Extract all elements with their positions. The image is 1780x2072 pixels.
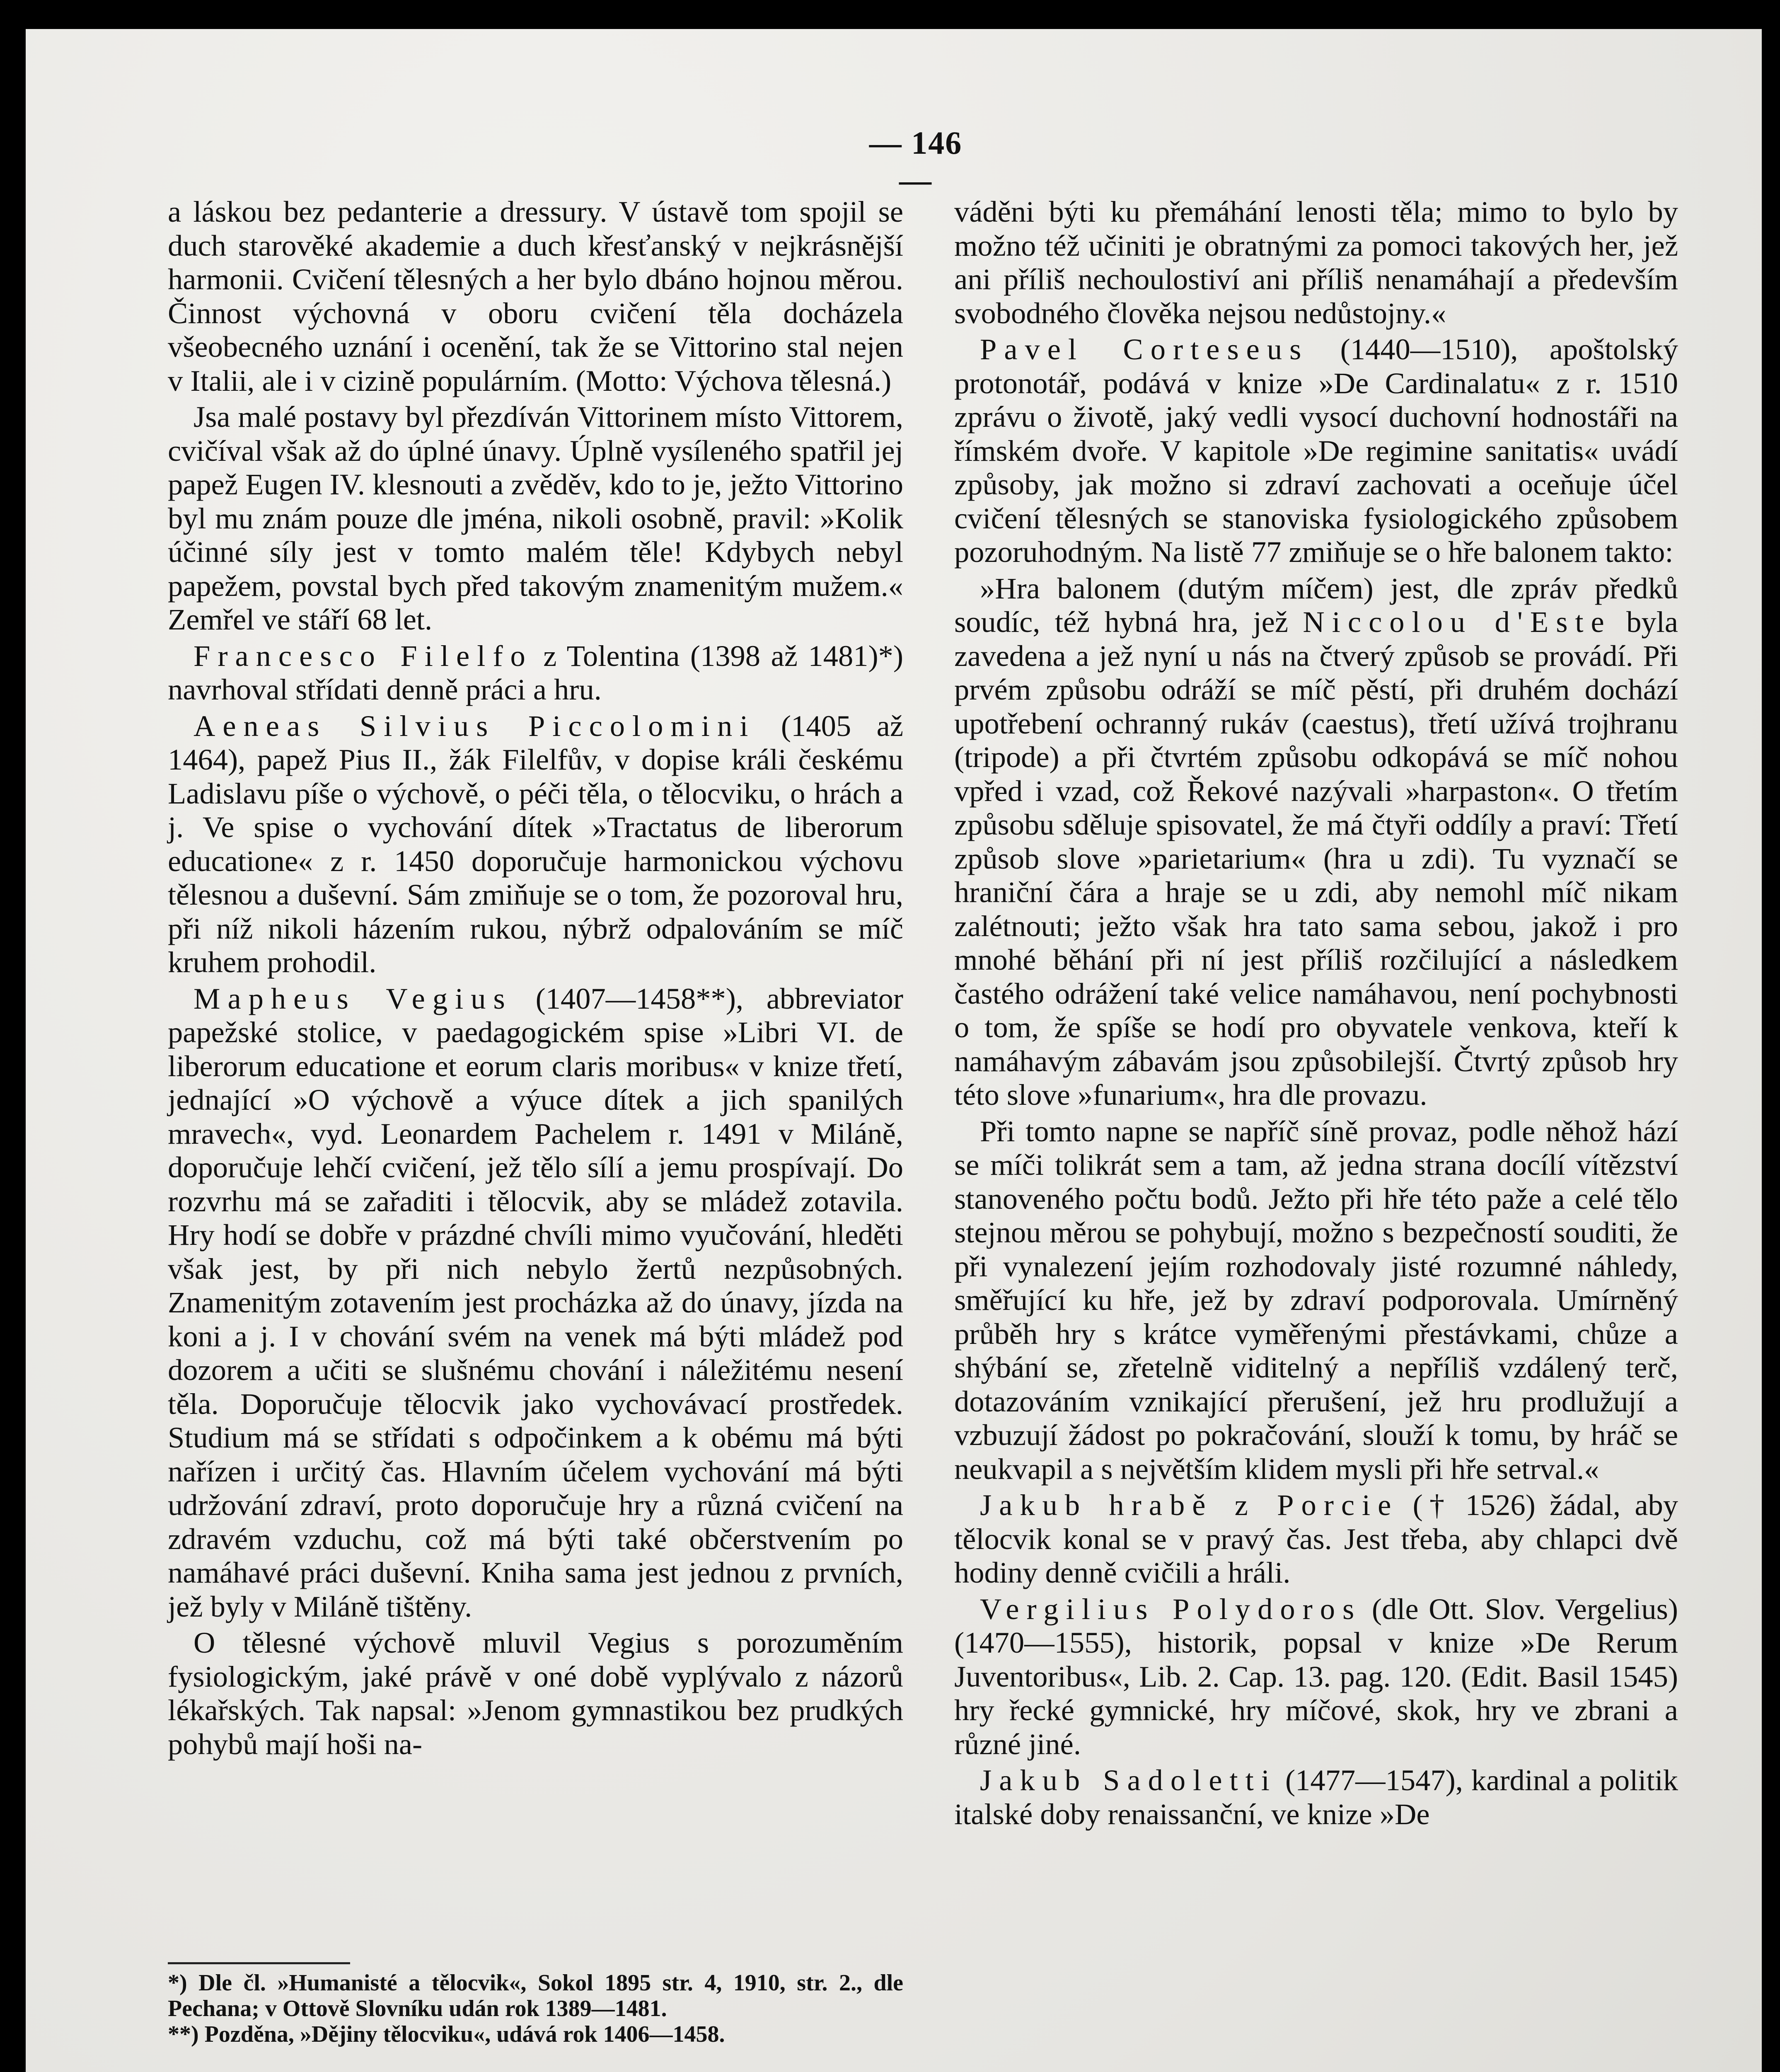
person-name: Vergilius Polydoros <box>980 1592 1362 1626</box>
footnote-rule <box>168 1962 350 1964</box>
paragraph-text: (1440—1510), apoštolský protonotář, podává v knize »De Cardinalatu« z r. 1510 zprávu o životě, jaký vedli vysocí duchovní hodnostáři na římském dvoře. V kapitole »De regimine sanitatis« uvádí způsoby, jak možno si zdraví zachovati a oceňuje účel cvičení tělesných se stanoviska fysiologického způsobem pozoruhodným. Na listě 77 zmiňuje se o hře balonem takto: <box>954 332 1678 569</box>
paragraph-text: z Tolentina (1398 až 1481)*) navrhoval střídati denně práci a hru. <box>168 639 903 706</box>
footnote: **) Pozděna, »Dějiny tělocviku«, udává rok 1406—1458. <box>168 2021 725 2047</box>
paragraph <box>954 1592 1678 1761</box>
paragraph: Při tomto napne se napříč síně provaz, podle něhož hází se míči tolikrát sem a tam, až jedna strana docílí vítězství stanoveného počtu bodů. Ježto při hře této paže a celé tělo stejnou měrou se pohybují, možno s bezpečností souditi, že při vynalezení jejím rozhodovaly jisté rozumné náhledy, směřující ku hře, jež by zdraví podporovala. Umírněný průběh hry s krátce vyměřenými přestávkami, chůze a shýbání se, zřetelně viditelný a nepříliš vzdálený terč, dotazováním vznikající přerušení, jež hru prodlužují a vzbuzují žádost po pokračování, slouží k tomu, by hráč se neukvapil a s největším klidem mysli při hře setrval.« <box>954 1114 1678 1486</box>
paragraph-text: († 1526) žádal, aby tělocvik konal se v pravý čas. Jest třeba, aby chlapci dvě hodiny denně cvičili a hráli. <box>954 1488 1678 1589</box>
paragraph-text: byla zavedena a jež nyní u nás na čtverý způsob se provádí. Při prvém způsobu odráží se míč pěstí, při druhém dochází upotřebení ochranný rukáv (caestus), třetí užívá trojhranu (tripode) a při čtvrtém způsobu odkopává se míč nohou vpřed i vzad, což Řekové nazývali »harpaston«. O třetím způsobu sděluje spisovatel, že má čtyři oddíly a praví: Třetí způsob slove »parietarium« (hra u zdi). Tu vyznačí se hraniční čára a hraje se u zdi, aby nemohl míč nikam zalétnouti; ježto však hra tato sama sebou, jakož i pro mnohé běhání při ní jest příliš rozčilující a následkem častého odrážení také velice namáhavou, není pochybnosti o tom, že spíše se hodí pro obyvatele venkova, kteří k namáhavým zábavám jsou způsobilejší. Čtvrtý způsob hry této slove »funarium«, hra dle provazu. <box>954 605 1678 1111</box>
paragraph-text: (1407—1458**), abbreviator papežské stolice, v paedagogickém spise »Libri VI. de liberorum educatione et eorum claris moribus« v knize třetí, jednající »O výchově a výuce dítek a jich spanilých mravech«, vyd. Leonardem Pachelem r. 1491 v Miláně, doporučuje lehčí cvičení, jež tělo sílí a jemu prospívají. Do rozvrhu má se zařaditi i tělocvik, aby se mládež zotavila. Hry hodí se dobře v prázdné chvíli mimo vyučování, hleděti však jest, by při nich nebylo žertů nezpůsobných. Znamenitým zotavením jest procházka až do únavy, jízda na koni a j. I v chování svém na venek má býti mládež pod dozorem a učiti se slušnému chování i náležitému nesení těla. Doporučuje tělocvik jako vychovávací prostředek. Studium má se střídati s odpočinkem a k obému má býti nařízen i určitý čas. Hlavním účelem vychování má býti udržování zdraví, proto doporučuje hry a různá cvičení na zdravém vzduchu, což má býti také občerstvením po namáhavé práci duševní. Kniha sama jest jednou z prvních, jež byly v Miláně tištěny. <box>168 981 903 1623</box>
paragraph: váděni býti ku přemáhání lenosti těla; mimo to bylo by možno též učiniti je obratnými za pomoci takových her, jež ani příliš nechoulostiví ani příliš nenamáhají a především svobodného člověka nejsou nedůstojny.« <box>954 195 1678 330</box>
footnote: *) Dle čl. »Humanisté a tělocvik«, Sokol 1895 str. 4, 1910, str. 2., dle Pechana; v Ottově Slovníku udán rok 1389—1481. <box>168 1970 903 2021</box>
left-column <box>168 195 903 1763</box>
page-number: — 146 — <box>869 125 963 198</box>
paragraph <box>168 639 903 707</box>
person-name: Pavel Corteseus <box>980 332 1309 366</box>
person-name: Francesco Filelfo <box>193 639 533 673</box>
paragraph: O tělesné výchově mluvil Vegius s porozuměním fysiologickým, jaké právě v oné době vyplývalo z názorů lékařských. Tak napsal: »Jenom gymnastikou bez prudkých pohybů mají hoši na- <box>168 1626 903 1761</box>
person-name: Niccolou d'Este <box>1303 605 1612 639</box>
paragraph <box>168 709 903 979</box>
person-name: Mapheus Vegius <box>193 981 513 1015</box>
paragraph: Jsa malé postavy byl přezdíván Vittorinem místo Vittorem, cvičíval však až do úplné únavy. Úplně vysíleného spatřil jej papež Eugen IV. klesnouti a zvěděv, kdo to je, ježto Vittorino byl mu znám pouze dle jména, nikoli osobně, pravil: »Kolik účinné síly jest v tomto malém těle! Kdybych nebyl papežem, povstal bych před takovým znamenitým mužem.« Zemřel ve stáří 68 let. <box>168 400 903 636</box>
paragraph: a láskou bez pedanterie a dressury. V ústavě tom spojil se duch starověké akademie a duch křesťanský v nejkrásnější harmonii. Cvičení tělesných a her bylo dbáno hojnou měrou. Činnost výchovná v oboru cvičení těla docházela všeobecného uznání i ocenění, tak že se Vittorino stal nejen v Italii, ale i v cizině populárním. (Motto: Výchova tělesná.) <box>168 195 903 397</box>
person-name: Aeneas Silvius Piccolomini <box>193 709 756 743</box>
paragraph <box>954 332 1678 569</box>
person-name: Jakub Sadoletti <box>980 1763 1277 1797</box>
paragraph-text: (dle Ott. Slov. Vergelius) (1470—1555), historik, popsal v knize »De Rerum Juventoribus«, Lib. 2. Cap. 13. pag. 120. (Edit. Basil 1545) hry řecké gymnické, hry míčové, skok, hry ve zbrani a různé jiné. <box>954 1592 1678 1761</box>
paragraph-text: »Hra balonem (dutým míčem) jest, dle zpráv předků soudíc, též hybná hra, jež <box>954 571 1678 639</box>
right-column <box>954 195 1678 1833</box>
quote-paragraph <box>954 571 1678 1112</box>
paragraph-text: (1477—1547), kardinal a politik italské doby renaissanční, ve knize »De <box>954 1763 1678 1831</box>
paragraph <box>168 982 903 1624</box>
paragraph <box>954 1763 1678 1831</box>
paragraph-text: (1405 až 1464), papež Pius II., žák Filelfův, v dopise králi českému Ladislavu píše o výchově, o péči těla, o tělocviku, o hrách a j. Ve spise o vychování dítek »Tractatus de liberorum educatione« z r. 1450 doporučuje harmonickou výchovu tělesnou a duševní. Sám zmiňuje se o tom, že pozoroval hru, při níž nikoli házením rukou, nýbrž odpalováním se míč kruhem prohodil. <box>168 709 903 979</box>
footnotes <box>168 1962 903 2047</box>
person-name: Jakub hrabě z Porcie <box>980 1488 1399 1522</box>
paragraph <box>954 1488 1678 1590</box>
